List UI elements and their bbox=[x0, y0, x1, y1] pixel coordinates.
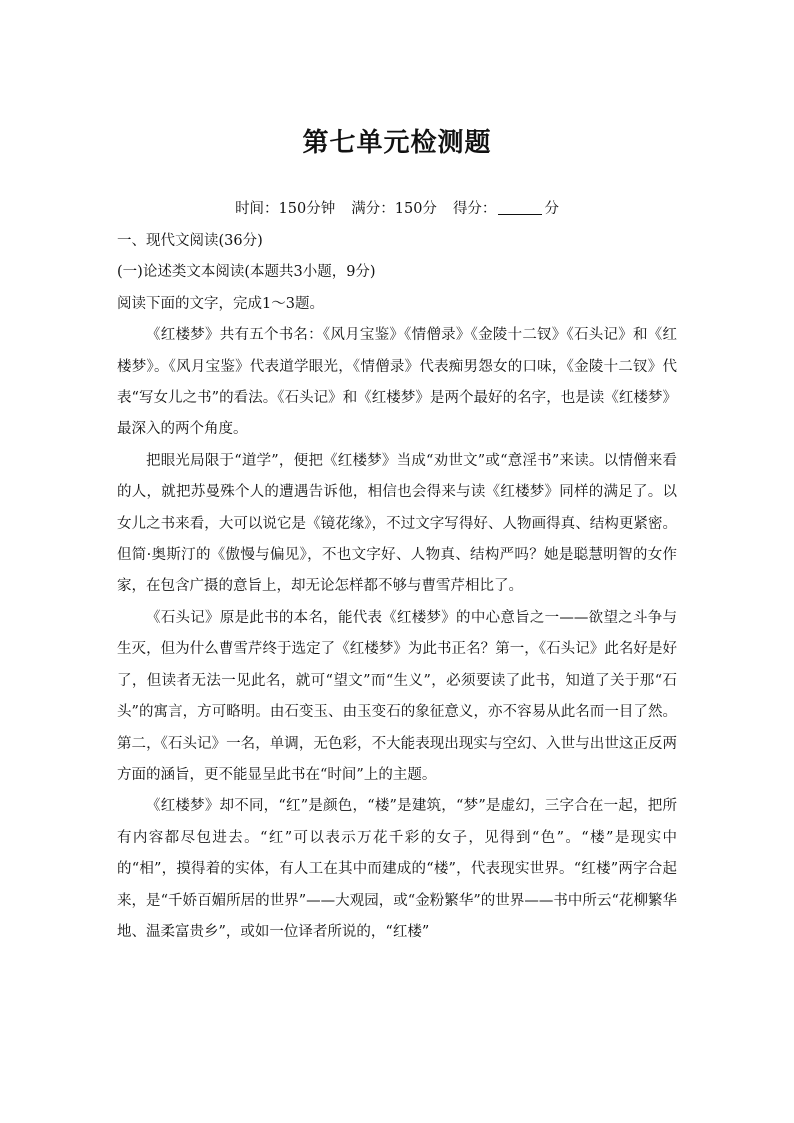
page-title: 第七单元检测题 bbox=[302, 128, 492, 158]
score-unit: 分 bbox=[544, 201, 559, 217]
exam-info-line bbox=[0, 197, 794, 218]
paragraph-1: 《红楼梦》共有五个书名：《风月宝鉴》《情僧录》《金陵十二钗》《石头记》和《红楼梦》。《风月宝鉴》代表道学眼光，《情僧录》代表痴男怨女的口味，《金陵十二钗》代表“写女儿之书”的看法。《石头记》和《红楼梦》是两个最好的名字，也是读《红楼梦》最深入的两个角度。 bbox=[117, 327, 677, 438]
full-score-label: 满分：150分 bbox=[351, 201, 437, 217]
score-blank-line[interactable] bbox=[498, 200, 542, 215]
subsection-heading: (一)论述类文本阅读(本题共3小题，9分) bbox=[117, 264, 376, 281]
score-label: 得分： bbox=[452, 201, 497, 217]
content-block bbox=[117, 226, 677, 948]
section-heading: 一、现代文阅读(36分) bbox=[117, 233, 263, 249]
instruction-text: 阅读下面的文字，完成1～3题。 bbox=[117, 295, 324, 312]
time-label: 时间：150分钟 bbox=[235, 201, 336, 217]
paragraph-2: 把眼光局限于“道学”，便把《红楼梦》当成“劝世文”或“意淫书”来读。以情僧来看的人，就把苏曼殊个人的遭遇告诉他，相信也会得来与读《红楼梦》同样的满足了。以女儿之书来看，大可以说它是《镜花缘》，不过文字写得好、人物画得真、结构更紧密。但简·奥斯汀的《傲慢与偏见》，不也文字好、人物真、结构严吗？她是聪慧明智的女作家，在包含广摄的意旨上，却无论怎样都不够与曹雪芹相比了。 bbox=[117, 452, 677, 595]
paragraph-3: 《石头记》原是此书的本名，能代表《红楼梦》的中心意旨之一——欲望之斗争与生灭，但为什么曹雪芹终于选定了《红楼梦》为此书正名？第一，《石头记》此名好是好了，但读者无法一见此名，就可“望文”而“生义”，必须要读了此书，知道了关于那“石头”的寓言，方可略明。由石变玉、由玉变石的象征意义，亦不容易从此名而一目了然。第二，《石头记》一名，单调，无色彩，不大能表现出现实与空幻、入世与出世这正反两方面的涵旨，更不能显呈此书在“时间”上的主题。 bbox=[117, 609, 677, 783]
paragraph-4: 《红楼梦》却不同，“红”是颜色，“楼”是建筑，“梦”是虚幻，三字合在一起，把所有内容都尽包进去。“红”可以表示万花千彩的女子，见得到“色”。“楼”是现实中的“相”，摸得着的实体，有人工在其中而建成的“楼”，代表现实世界。“红楼”两字合起来，是“千娇百媚所居的世界”——大观园，或“金粉繁华”的世界——书中所云“花柳繁华地、温柔富贵乡”，或如一位译者所说的，“红楼” bbox=[117, 798, 677, 940]
